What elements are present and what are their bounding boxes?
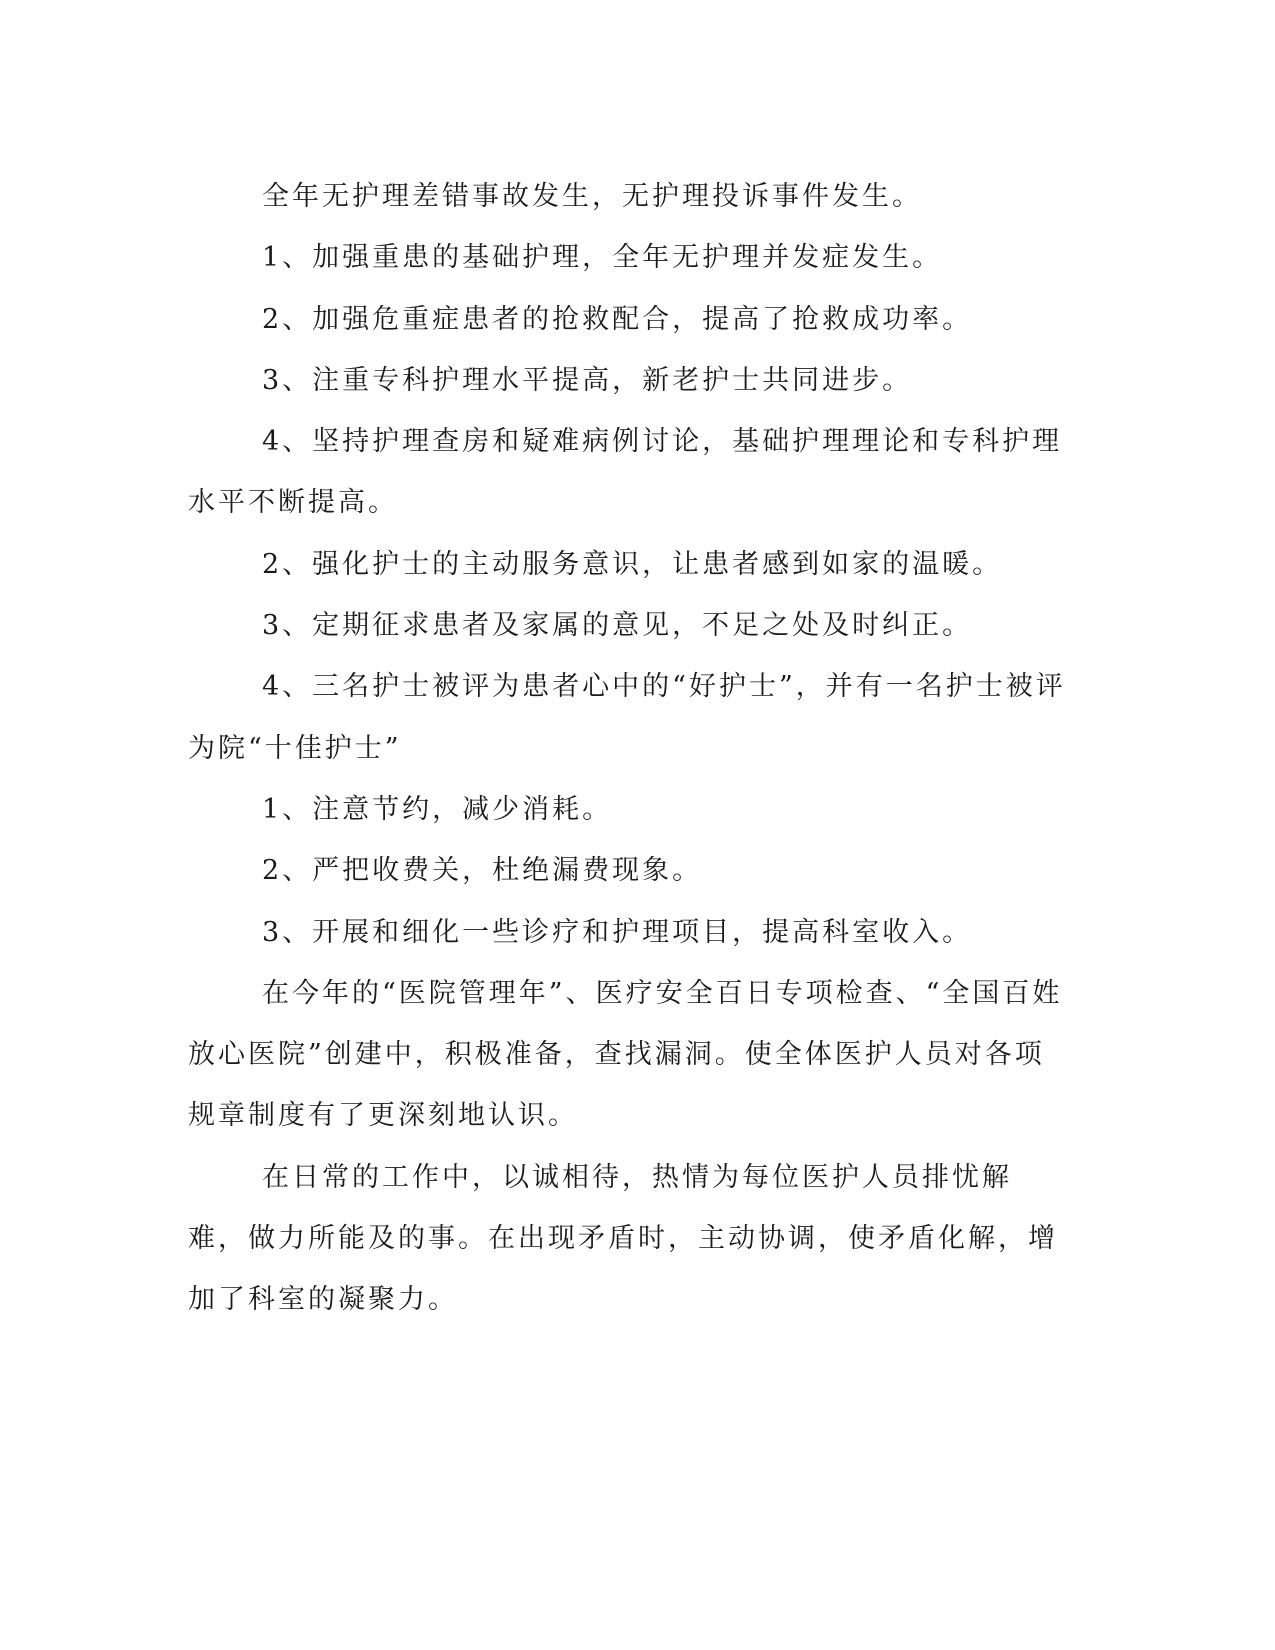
paragraph: 全年无护理差错事故发生，无护理投诉事件发生。 [262, 181, 922, 212]
paragraph: 3、注重专科护理水平提高，新老护士共同进步。 [262, 364, 913, 396]
paragraph: 1、注意节约，减少消耗。 [262, 793, 613, 825]
paragraph: 在今年的“医院管理年”、医疗安全百日专项检查、“全国百姓放心医院”创建中，积极准备，查找漏洞。使全体医护人员对各项规章制度有了更深刻地认识。 [188, 977, 1063, 1132]
document-body [188, 166, 1068, 1331]
paragraph: 3、开展和细化一些诊疗和护理项目，提高科室收入。 [262, 916, 973, 948]
paragraph: 3、定期征求患者及家属的意见，不足之处及时纠正。 [262, 610, 973, 642]
paragraph: 2、加强危重症患者的抢救配合，提高了抢救成功率。 [262, 303, 973, 335]
paragraph: 2、强化护士的主动服务意识，让患者感到如家的温暖。 [262, 548, 1003, 580]
paragraph: 1、加强重患的基础护理，全年无护理并发症发生。 [262, 242, 943, 274]
paragraph: 在日常的工作中，以诚相待，热情为每位医护人员排忧解难，做力所能及的事。在出现矛盾时，主动协调，使矛盾化解，增加了科室的凝聚力。 [188, 1161, 1058, 1316]
paragraph: 2、严把收费关，杜绝漏费现象。 [262, 855, 703, 887]
paragraph: 4、三名护士被评为患者心中的“好护士”，并有一名护士被评为院“十佳护士” [188, 671, 1066, 764]
paragraph: 4、坚持护理查房和疑难病例讨论，基础护理理论和专科护理水平不断提高。 [188, 426, 1063, 519]
